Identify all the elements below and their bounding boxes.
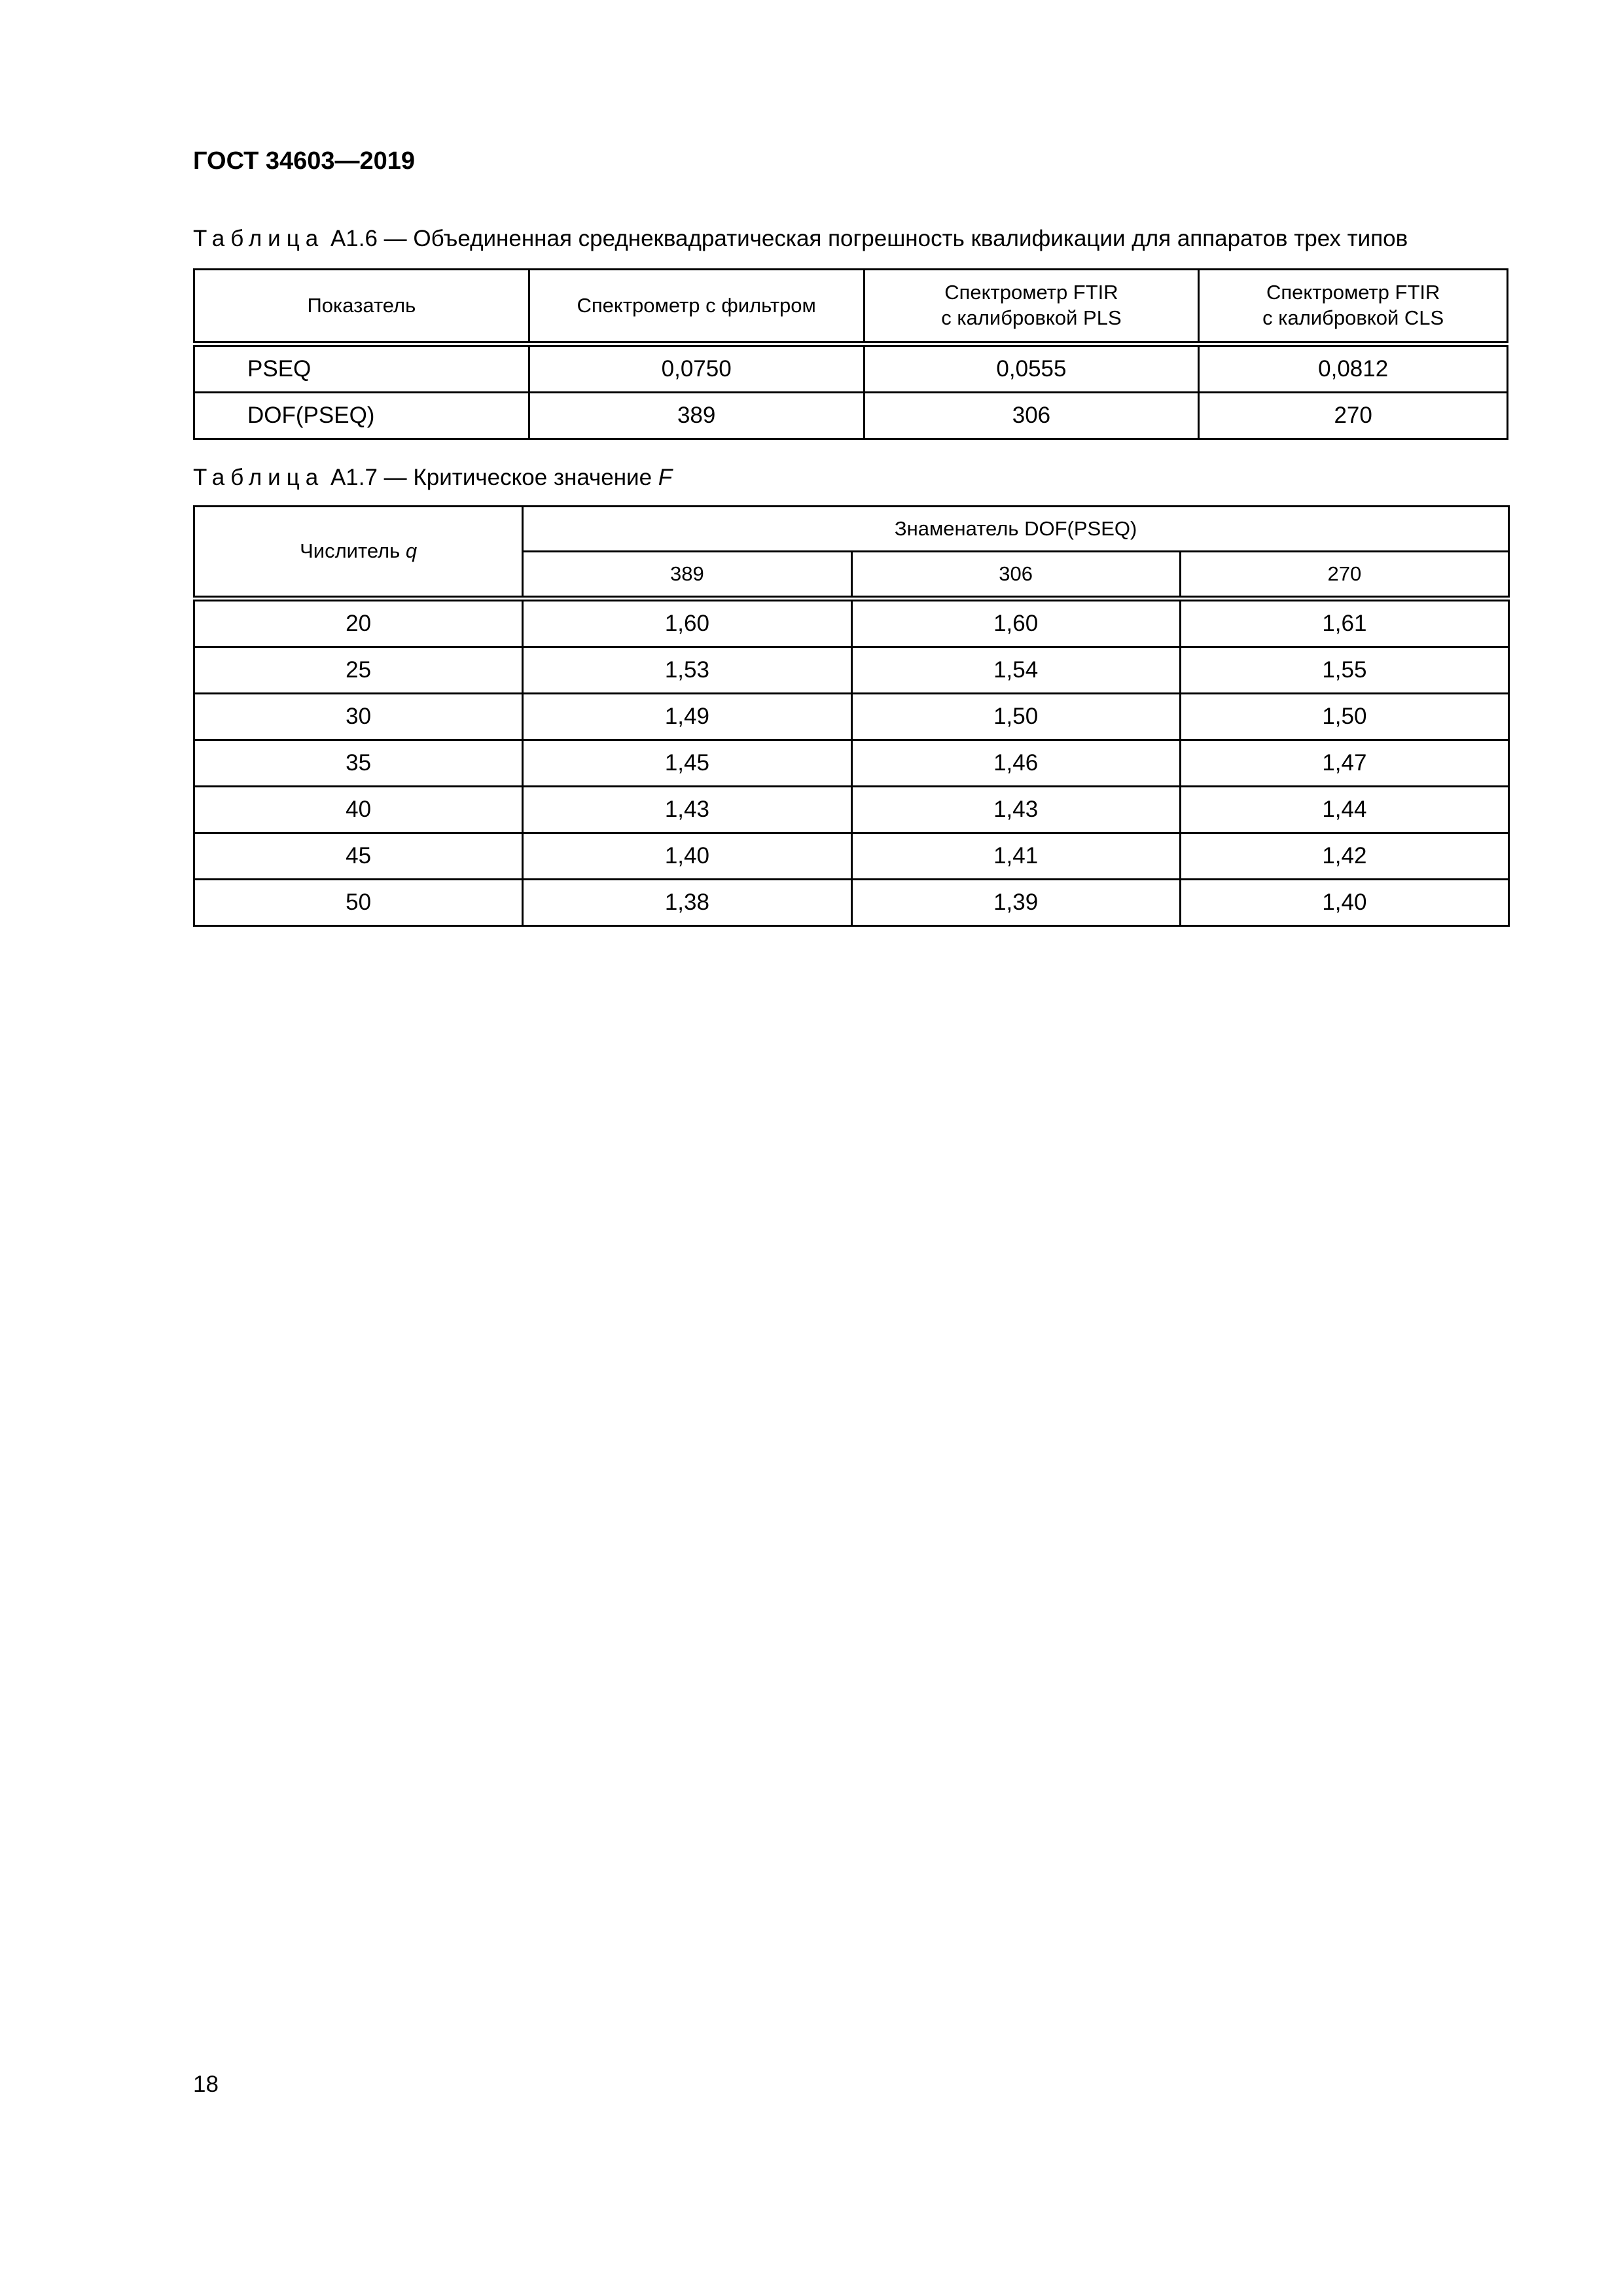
row-label-pseq: PSEQ — [194, 344, 529, 393]
row-label-q: 45 — [194, 833, 523, 880]
caption-text: А1.7 — Критическое значение — [324, 465, 658, 490]
column-header-filter-spectrometer: Спектрометр с фильтром — [529, 270, 864, 344]
caption-label: Таблица — [193, 465, 325, 490]
page-number: 18 — [193, 2072, 219, 2097]
table-cell: 1,53 — [523, 647, 851, 694]
table-row — [194, 787, 1509, 833]
table-a17-caption — [193, 465, 672, 491]
table-cell: 1,39 — [851, 880, 1180, 926]
table-cell: 1,40 — [1180, 880, 1508, 926]
table-cell: 1,43 — [523, 787, 851, 833]
table-cell: 1,55 — [1180, 647, 1508, 694]
table-cell: 1,47 — [1180, 740, 1508, 787]
caption-variable: F — [658, 465, 673, 490]
row-label-dof-pseq: DOF(PSEQ) — [194, 393, 529, 439]
table-cell: 1,60 — [851, 599, 1180, 647]
row-label-q: 25 — [194, 647, 523, 694]
table-cell: 1,43 — [851, 787, 1180, 833]
table-cell: 1,44 — [1180, 787, 1508, 833]
column-group-header-denominator: Знаменатель DOF(PSEQ) — [523, 507, 1509, 552]
column-header-389: 389 — [523, 552, 851, 599]
header-line: Спектрометр FTIR — [944, 281, 1118, 304]
table-row — [194, 393, 1508, 439]
table-row — [194, 880, 1509, 926]
row-label-q: 30 — [194, 694, 523, 740]
column-header-numerator — [194, 507, 523, 599]
table-a16-caption — [193, 226, 1408, 252]
row-label-q: 50 — [194, 880, 523, 926]
table-cell: 306 — [864, 393, 1199, 439]
table-a17 — [193, 505, 1510, 927]
column-header-306: 306 — [851, 552, 1180, 599]
table-a16 — [193, 268, 1508, 440]
header-line: с калибровкой PLS — [941, 306, 1122, 329]
table-row — [194, 647, 1509, 694]
table-cell: 0,0555 — [864, 344, 1199, 393]
table-cell: 1,50 — [851, 694, 1180, 740]
column-header-ftir-pls — [864, 270, 1199, 344]
header-variable: q — [405, 539, 418, 563]
header-text: Числитель — [300, 539, 406, 563]
table-header-row — [194, 507, 1509, 552]
row-label-q: 20 — [194, 599, 523, 647]
document-header: ГОСТ 34603—2019 — [193, 147, 416, 175]
table-cell: 270 — [1199, 393, 1508, 439]
table-row — [194, 740, 1509, 787]
table-cell: 1,42 — [1180, 833, 1508, 880]
table-cell: 1,46 — [851, 740, 1180, 787]
table-cell: 1,41 — [851, 833, 1180, 880]
table-cell: 1,54 — [851, 647, 1180, 694]
table-cell: 1,61 — [1180, 599, 1508, 647]
table-cell: 389 — [529, 393, 864, 439]
table-row — [194, 833, 1509, 880]
table-header-row — [194, 270, 1508, 344]
row-label-q: 40 — [194, 787, 523, 833]
row-label-q: 35 — [194, 740, 523, 787]
table-cell: 0,0812 — [1199, 344, 1508, 393]
table-cell: 0,0750 — [529, 344, 864, 393]
table-row — [194, 599, 1509, 647]
caption-label: Таблица — [193, 226, 325, 251]
caption-text: А1.6 — Объединенная среднеквадратическая погрешность квалификации для аппаратов трех типов — [324, 226, 1408, 251]
table-cell: 1,50 — [1180, 694, 1508, 740]
table-row — [194, 694, 1509, 740]
table-cell: 1,38 — [523, 880, 851, 926]
column-header-ftir-cls — [1199, 270, 1508, 344]
column-header-270: 270 — [1180, 552, 1508, 599]
column-header-indicator: Показатель — [194, 270, 529, 344]
table-cell: 1,60 — [523, 599, 851, 647]
header-line: с калибровкой CLS — [1262, 306, 1444, 329]
table-row — [194, 344, 1508, 393]
table-cell: 1,45 — [523, 740, 851, 787]
table-cell: 1,40 — [523, 833, 851, 880]
table-a17-body — [194, 599, 1509, 926]
table-cell: 1,49 — [523, 694, 851, 740]
header-line: Спектрометр FTIR — [1266, 281, 1440, 304]
